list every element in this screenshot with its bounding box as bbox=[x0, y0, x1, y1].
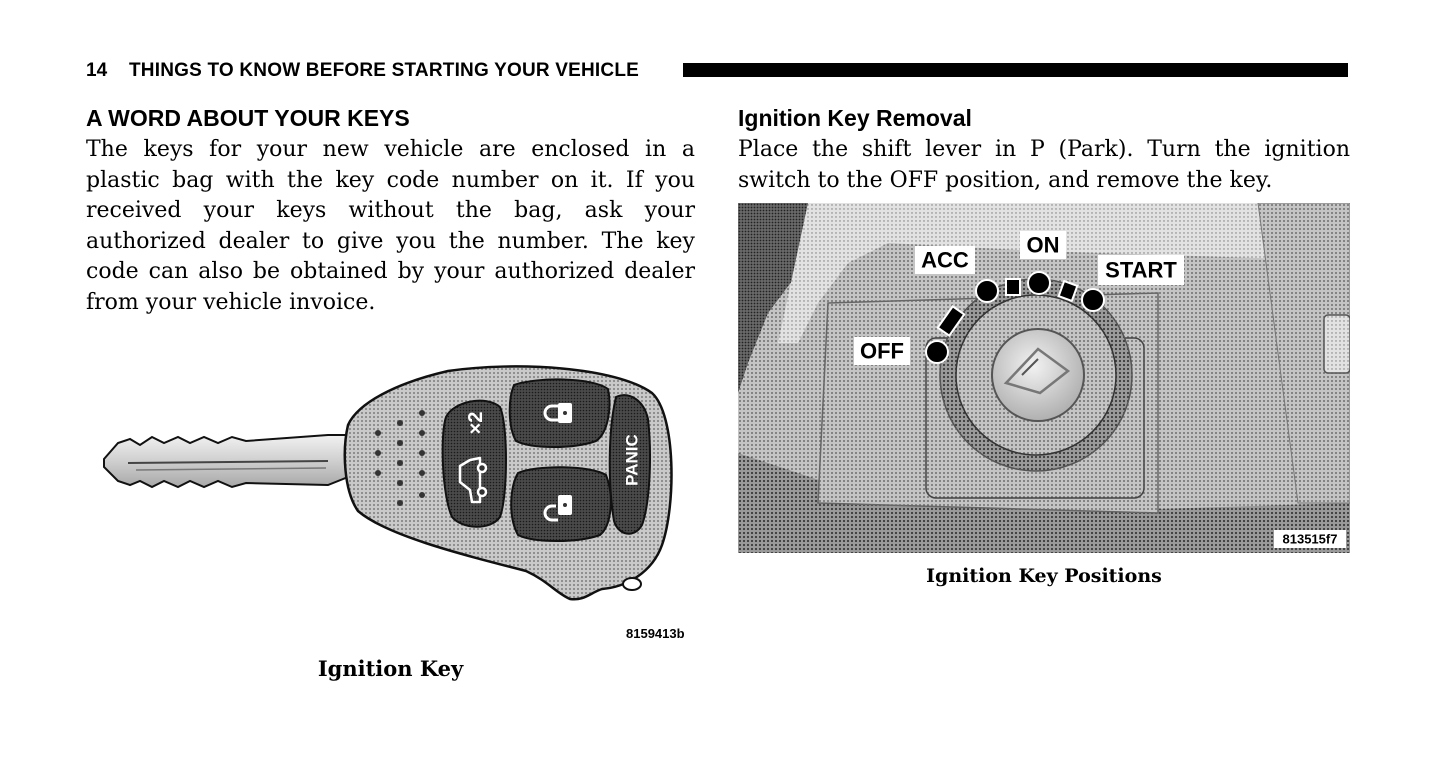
key-figure-id: 8159413b bbox=[626, 626, 685, 641]
header-rule bbox=[683, 63, 1348, 77]
panic-button bbox=[610, 395, 650, 533]
marker-start bbox=[1082, 289, 1104, 311]
label-acc: ACC bbox=[921, 247, 969, 273]
ignition-figure-caption: Ignition Key Positions bbox=[926, 565, 1162, 587]
trunk-button-label: ×2 bbox=[465, 411, 487, 435]
ignition-cylinder bbox=[992, 329, 1084, 421]
marker-acc bbox=[976, 280, 998, 302]
label-start: START bbox=[1105, 257, 1177, 283]
chapter-title: THINGS TO KNOW BEFORE STARTING YOUR VEHICLE bbox=[129, 60, 640, 81]
section-body-key-removal: Place the shift lever in P (Park). Turn the ignition switch to the OFF position, and remove the key. bbox=[738, 137, 1350, 193]
ignition-figure-id: 813515f7 bbox=[1282, 531, 1338, 547]
ignition-key-illustration bbox=[96, 355, 696, 645]
marker-off bbox=[926, 341, 948, 363]
section-heading-key-removal: Ignition Key Removal bbox=[738, 105, 972, 131]
trunk-button bbox=[443, 401, 506, 527]
page-header bbox=[86, 58, 1350, 84]
section-body-keys: The keys for your new vehicle are enclosed in a plastic bag with the key code number on it. If you received your keys without the bag, ask your authorized dealer to give you the number. The key code can also be obtained by your authorized dealer from your vehicle invoice. bbox=[86, 137, 695, 315]
page-number: 14 bbox=[86, 60, 108, 81]
key-blade bbox=[104, 435, 358, 487]
key-ring-hole bbox=[623, 578, 641, 590]
key-figure-caption: Ignition Key bbox=[317, 656, 464, 681]
unlock-button bbox=[511, 467, 611, 541]
marker-acc-on-bar bbox=[1006, 279, 1020, 295]
ignition-positions-illustration bbox=[738, 203, 1350, 553]
lock-button bbox=[510, 379, 610, 447]
section-heading-keys: A WORD ABOUT YOUR KEYS bbox=[86, 105, 410, 131]
label-off: OFF bbox=[860, 338, 904, 364]
label-on: ON bbox=[1026, 232, 1060, 258]
marker-on bbox=[1028, 272, 1050, 294]
panic-button-label: PANIC bbox=[622, 434, 642, 486]
